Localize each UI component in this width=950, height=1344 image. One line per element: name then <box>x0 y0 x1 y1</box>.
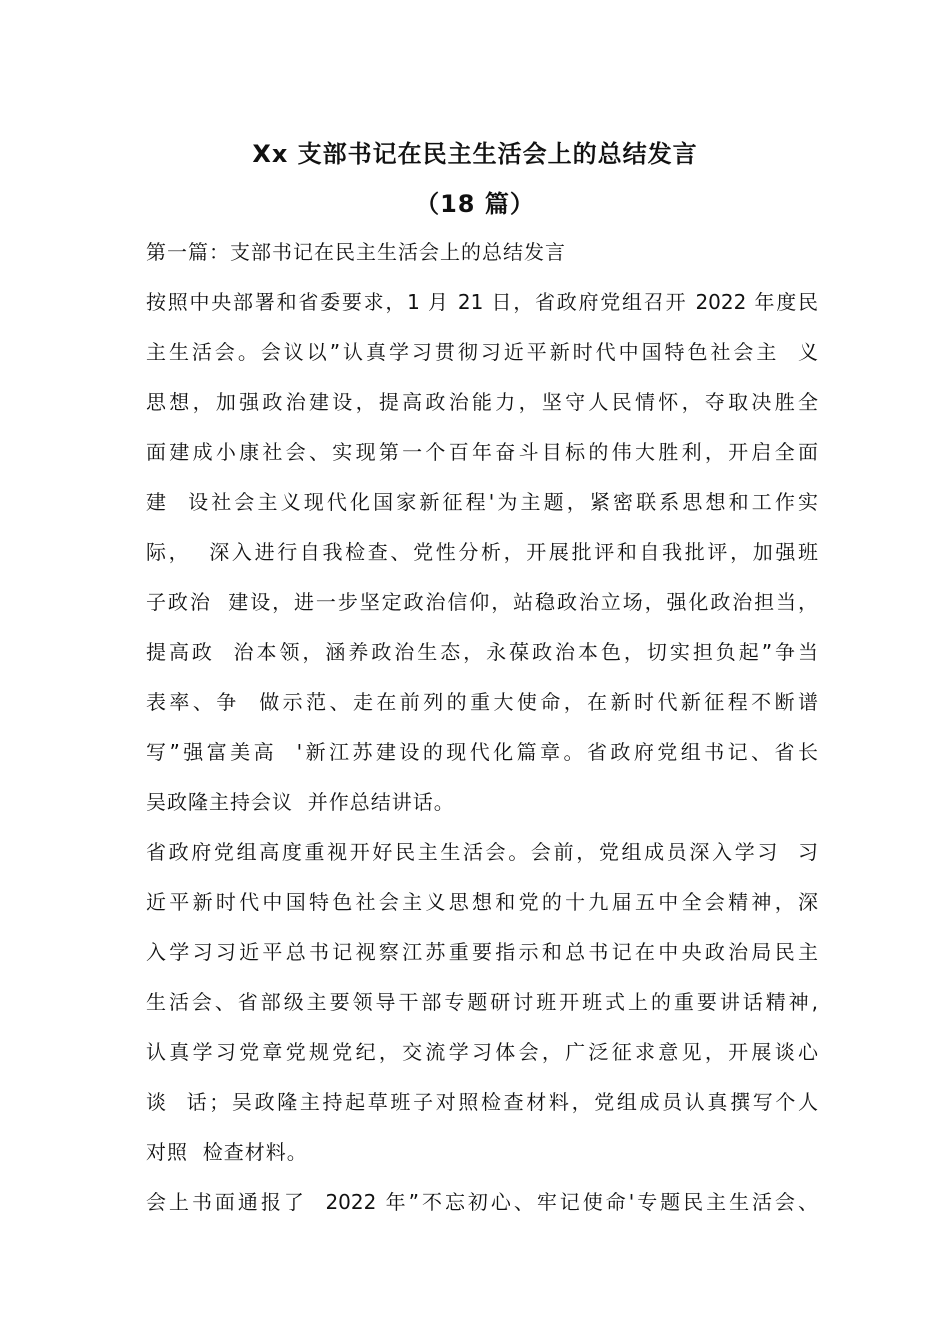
paragraph-line: 生活会、省部级主要领导干部专题研讨班开班式上的重要讲话精神, <box>146 990 818 1014</box>
paragraph-line: 思想，加强政治建设，提高政治能力，坚守人民情怀，夺取决胜全 <box>146 390 818 414</box>
paragraph-line: 谈 话；吴政隆主持起草班子对照检查材料，党组成员认真撰写个人 <box>146 1090 818 1114</box>
paragraph-line: 入学习习近平总书记视察江苏重要指示和总书记在中央政治局民主 <box>146 940 818 964</box>
paragraph-line: 表率、争 做示范、走在前列的重大使命，在新时代新征程不断谱 <box>146 690 818 714</box>
document-body <box>146 234 818 1234</box>
paragraph-line: 写”强富美高 '新江苏建设的现代化篇章。省政府党组书记、省长 <box>146 740 818 764</box>
paragraph-line: 提高政 治本领，涵养政治生态，永葆政治本色，切实担负起”争当 <box>146 640 818 664</box>
paragraph-line: 建 设社会主义现代化国家新征程'为主题，紧密联系思想和工作实 <box>146 490 818 514</box>
paragraph-line: 按照中央部署和省委要求，1 月 21 日，省政府党组召开 2022 年度民 <box>146 290 818 314</box>
paragraph-line: 子政治 建设，进一步坚定政治信仰，站稳政治立场，强化政治担当， <box>146 590 818 614</box>
section-heading: 第一篇：支部书记在民主生活会上的总结发言 <box>146 240 566 264</box>
document-subtitle: （18 篇） <box>415 190 535 218</box>
paragraph-line: 对照 检查材料。 <box>146 1140 308 1164</box>
paragraph-line: 际， 深入进行自我检查、党性分析，开展批评和自我批评，加强班 <box>146 540 818 564</box>
paragraph-line: 近平新时代中国特色社会主义思想和党的十九届五中全会精神，深 <box>146 890 818 914</box>
paragraph-line: 面建成小康社会、实现第一个百年奋斗目标的伟大胜利，开启全面 <box>146 440 818 464</box>
document-title: Xx 支部书记在民主生活会上的总结发言 <box>252 140 698 168</box>
paragraph-line: 主生活会。会议以”认真学习贯彻习近平新时代中国特色社会主 义 <box>146 340 818 364</box>
paragraph-line: 省政府党组高度重视开好民主生活会。会前，党组成员深入学习 习 <box>146 840 818 864</box>
paragraph-line: 吴政隆主持会议 并作总结讲话。 <box>146 790 455 814</box>
paragraph-line: 认真学习党章党规党纪，交流学习体会，广泛征求意见，开展谈心 <box>146 1040 818 1064</box>
paragraph-line: 会上书面通报了 2022 年”不忘初心、牢记使命'专题民主生活会、 <box>146 1190 818 1214</box>
